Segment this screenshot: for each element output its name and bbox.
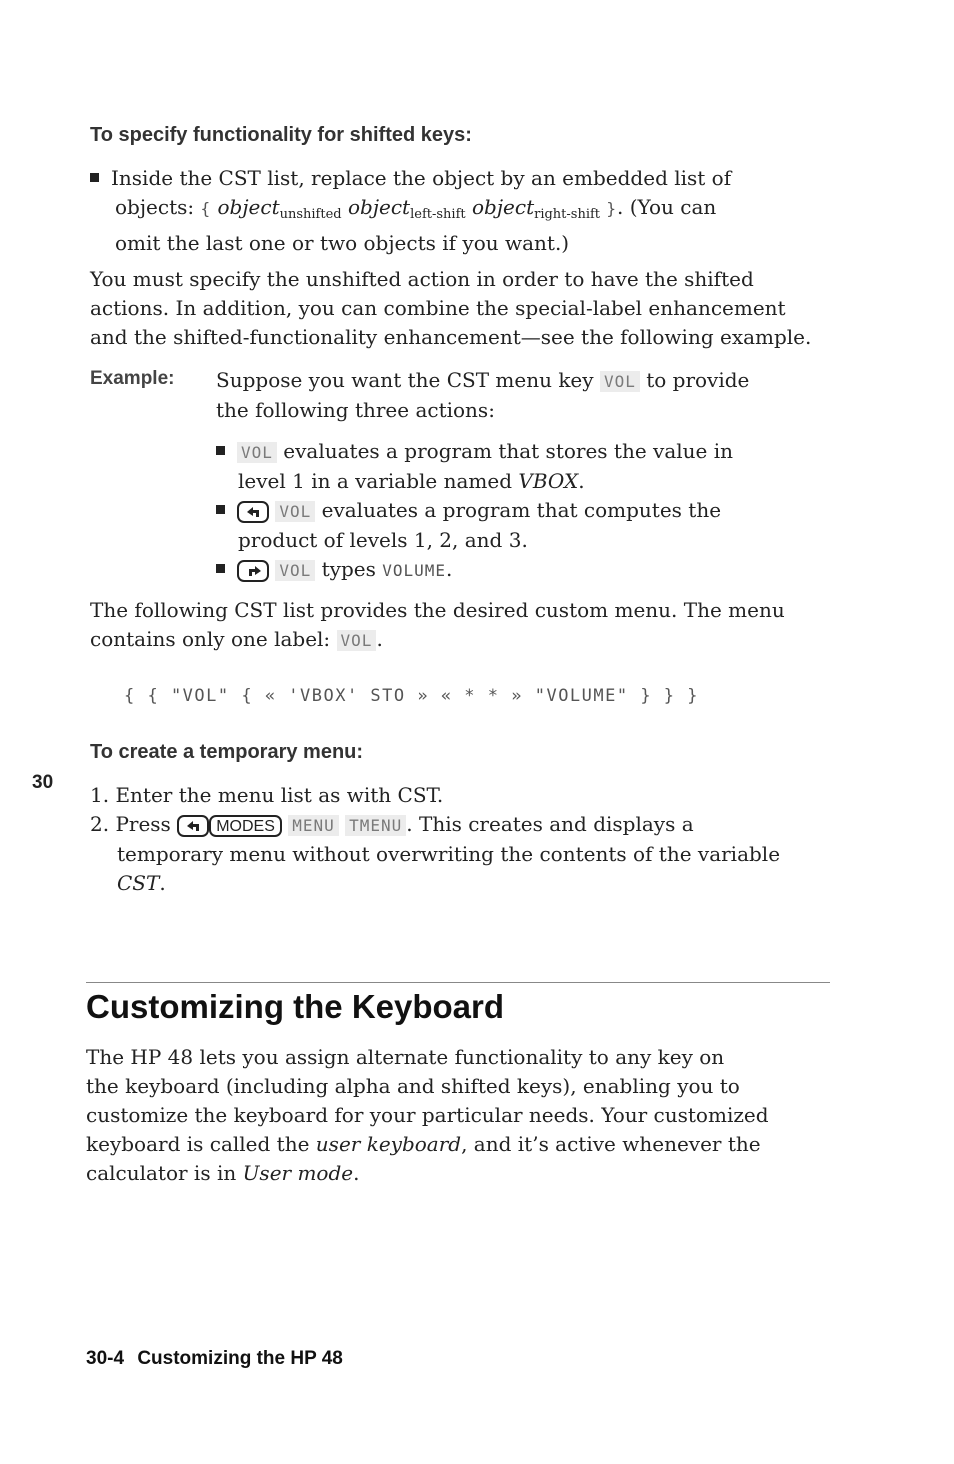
step-text: . This creates and displays a <box>406 812 694 836</box>
step-text: temporary menu without overwriting the contents of the variable <box>117 842 781 866</box>
bullet-line: . (You can <box>617 195 717 219</box>
example-bullet-3 <box>216 555 856 585</box>
term-user-mode: User mode <box>242 1161 354 1185</box>
subscript-right-shift: right-shift <box>534 207 601 222</box>
menu-label-vol[interactable]: VOL <box>337 630 377 651</box>
menu-label-vol[interactable]: VOL <box>275 560 315 581</box>
object-term: object <box>217 195 280 219</box>
modes-key[interactable]: MODES <box>209 815 282 837</box>
section-divider <box>86 982 830 983</box>
paragraph-line: and the shifted-functionality enhancement—see the following example. <box>90 325 812 349</box>
paragraph-line: customize the keyboard for your particular needs. Your customized <box>86 1103 769 1127</box>
section-title-customizing-keyboard: Customizing the Keyboard <box>86 988 505 1025</box>
right-shift-key-icon[interactable] <box>237 560 269 582</box>
shifted-keys-paragraph <box>90 265 850 352</box>
paragraph-line: actions. In addition, you can combine the special-label enhancement <box>90 296 786 320</box>
customizing-keyboard-paragraph <box>86 1043 846 1188</box>
section-heading-shifted-keys: To specify functionality for shifted keys: <box>90 124 472 146</box>
paragraph-line: . <box>376 627 383 651</box>
paragraph-line: . <box>353 1161 360 1185</box>
bullet-text: product of levels 1, 2, and 3. <box>238 528 528 552</box>
brace-open: { <box>200 199 212 218</box>
paragraph-line: The following CST list provides the desired custom menu. The menu <box>90 598 785 622</box>
bullet-text: . <box>446 557 453 581</box>
paragraph-line: the keyboard (including alpha and shifted keys), enabling you to <box>86 1074 740 1098</box>
bullet-line: objects: <box>115 195 195 219</box>
brace-close: } <box>606 199 618 218</box>
object-term: object <box>471 195 535 219</box>
footer-chapter-title: Customizing the HP 48 <box>137 1348 343 1369</box>
step-text: . <box>159 871 166 895</box>
subscript-left-shift: left-shift <box>410 207 466 222</box>
typed-value: VOLUME <box>382 561 447 580</box>
example-body <box>216 366 856 425</box>
example-bullet-1 <box>216 437 856 467</box>
paragraph-line: , and it’s active whenever the <box>461 1132 761 1156</box>
object-term: object <box>347 195 411 219</box>
example-line: to provide <box>646 368 750 392</box>
paragraph-line: The HP 48 lets you assign alternate functionality to any key on <box>86 1045 725 1069</box>
step-1: 1. Enter the menu list as with CST. <box>90 783 444 807</box>
bullet-text: evaluates a program that computes the <box>321 498 722 522</box>
menu-label-vol[interactable]: VOL <box>237 442 277 463</box>
bullet-text: level 1 in a variable named <box>238 469 513 493</box>
bullet-icon <box>216 564 225 573</box>
shifted-keys-bullet <box>90 164 850 258</box>
menu-label-vol[interactable]: VOL <box>275 501 315 522</box>
cst-code-listing: { { "VOL" { « 'VBOX' STO » « * * » "VOLUME" } } } <box>124 686 700 706</box>
bullet-icon <box>216 446 225 455</box>
section-heading-temporary-menu: To create a temporary menu: <box>90 741 364 763</box>
subscript-unshifted: unshifted <box>279 207 342 222</box>
step-text: 2. Press <box>90 812 171 836</box>
bullet-line: Inside the CST list, replace the object by an embedded list of <box>111 166 732 190</box>
step-2 <box>90 810 850 840</box>
bullet-text: evaluates a program that stores the value in <box>283 439 733 463</box>
bullet-text: types <box>321 557 376 581</box>
left-shift-key-icon[interactable] <box>237 501 269 523</box>
example-bullets <box>216 437 856 585</box>
bullet-line: omit the last one or two objects if you want.) <box>115 231 570 255</box>
paragraph-line: You must specify the unshifted action in order to have the shifted <box>90 267 754 291</box>
temporary-menu-steps <box>90 781 850 898</box>
term-user-keyboard: user keyboard <box>315 1132 462 1156</box>
chapter-margin-tab: 30 <box>32 772 54 793</box>
example-line: the following three actions: <box>216 398 495 422</box>
bullet-text: . <box>578 469 585 493</box>
left-shift-key-icon[interactable] <box>177 815 209 837</box>
page-number: 30-4 <box>86 1348 125 1369</box>
custom-menu-paragraph <box>90 596 850 655</box>
page-footer <box>86 1348 343 1370</box>
example-line: Suppose you want the CST menu key <box>216 368 594 392</box>
variable-name: VBOX <box>518 469 579 493</box>
bullet-icon <box>216 505 225 514</box>
paragraph-line: keyboard is called the <box>86 1132 310 1156</box>
variable-name: CST <box>117 871 160 895</box>
bullet-icon <box>90 173 99 182</box>
paragraph-line: calculator is in <box>86 1161 237 1185</box>
example-bullet-2 <box>216 496 856 526</box>
tmenu-softkey[interactable]: TMENU <box>345 815 406 836</box>
menu-label-vol[interactable]: VOL <box>600 371 640 392</box>
example-label: Example: <box>90 368 175 389</box>
menu-softkey[interactable]: MENU <box>288 815 339 836</box>
paragraph-line: contains only one label: <box>90 627 331 651</box>
